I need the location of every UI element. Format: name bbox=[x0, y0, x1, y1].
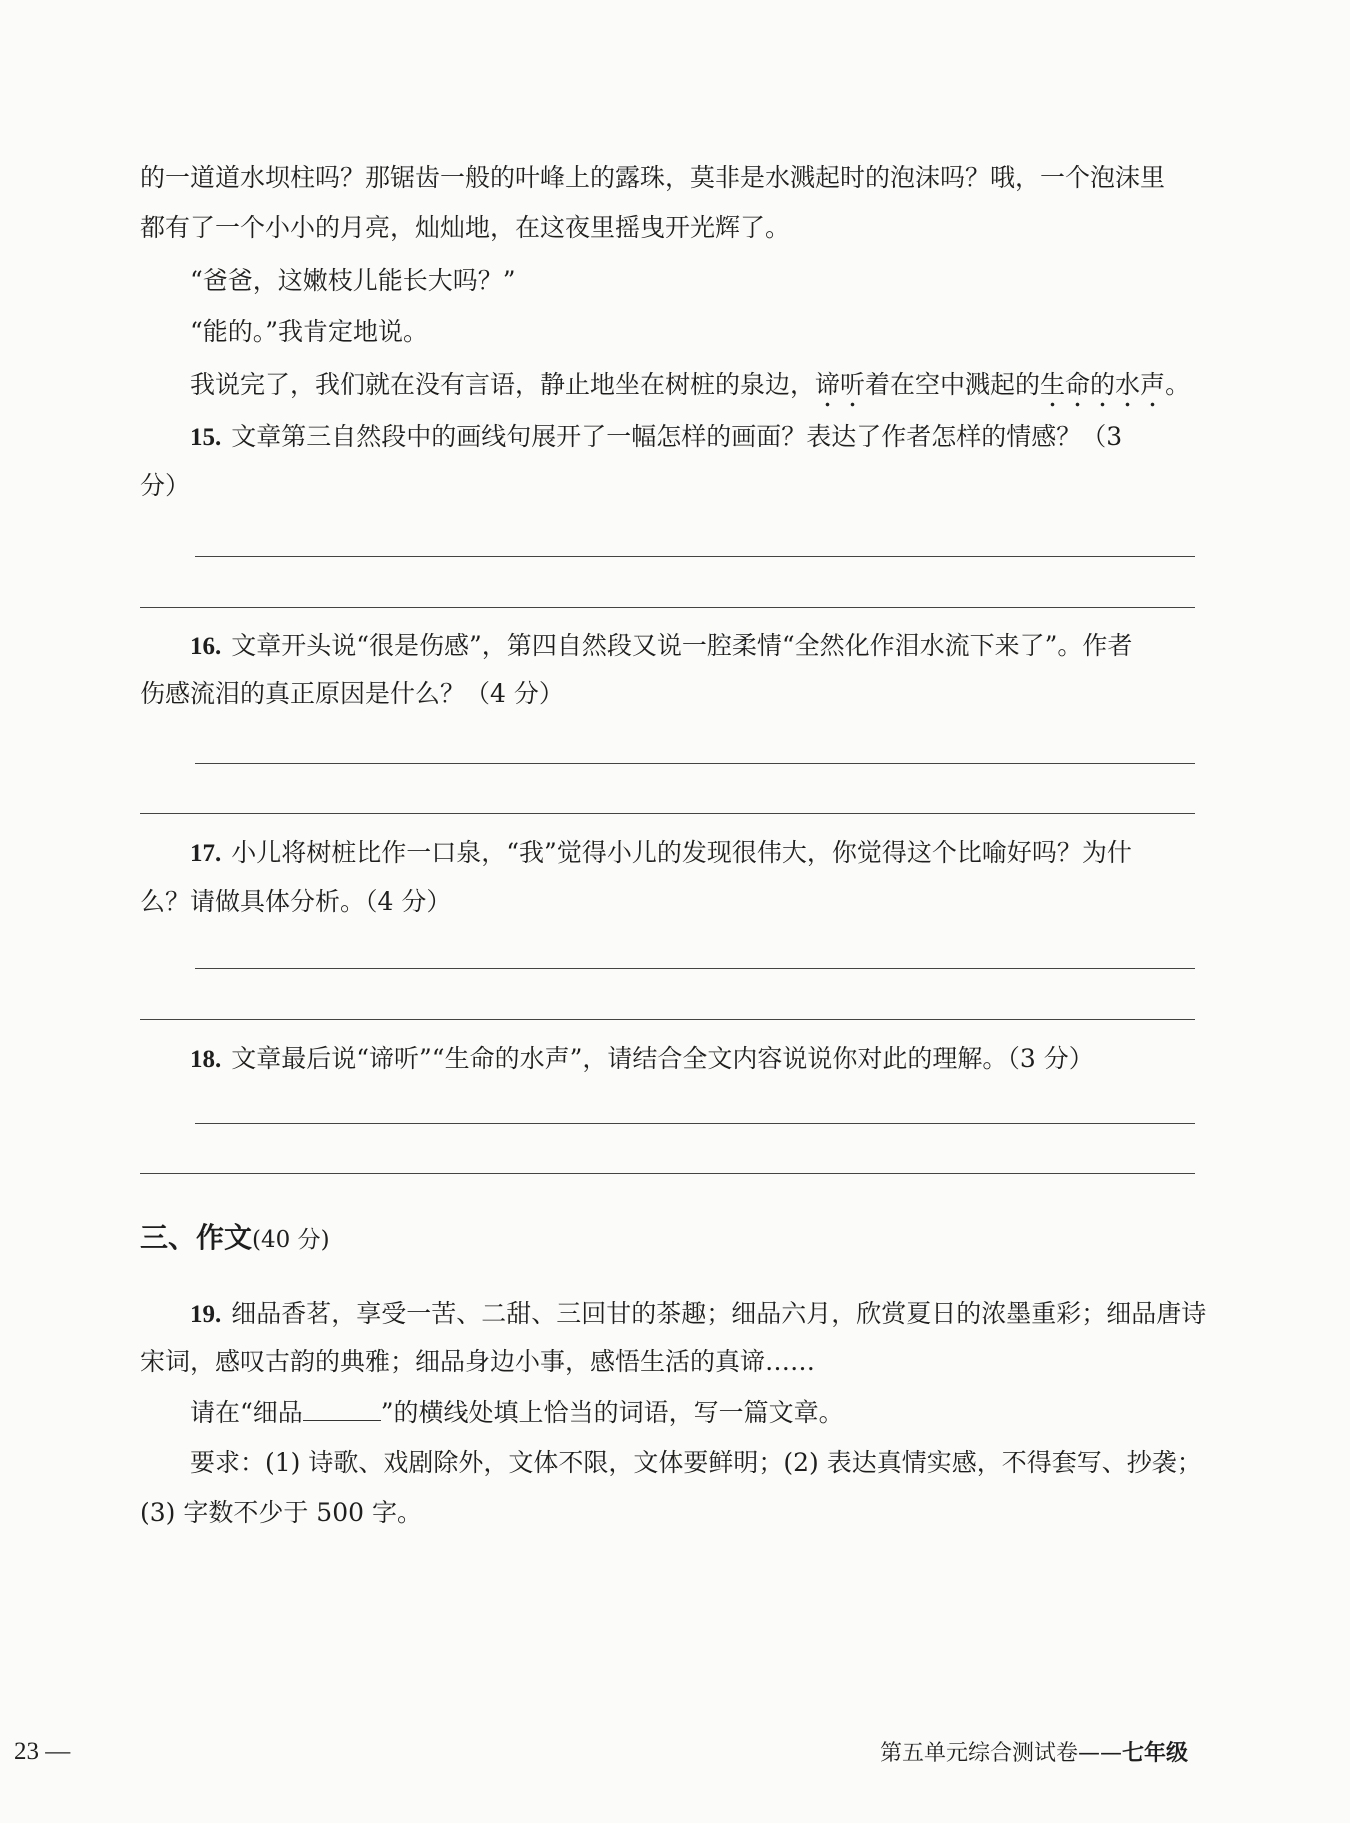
question-text: 伤感流泪的真正原因是什么？（4 分） bbox=[140, 679, 564, 708]
question-number: 16. bbox=[190, 633, 222, 660]
grade-label: 七年级 bbox=[1121, 1741, 1188, 1766]
prompt-text: ”的横线处填上恰当的词语，写一篇文章。 bbox=[380, 1398, 844, 1427]
passage-line-last bbox=[190, 367, 1195, 403]
answer-line[interactable] bbox=[140, 1019, 1195, 1020]
answer-line[interactable] bbox=[140, 1173, 1195, 1174]
page-number: 23 — bbox=[14, 1738, 71, 1765]
emphasis-dotted-text: 生命的水声 bbox=[1040, 370, 1166, 399]
answer-line[interactable] bbox=[140, 813, 1195, 814]
question-text: 文章最后说“谛听”“生命的水声”，请结合全文内容说说你对此的理解。（3 分） bbox=[231, 1044, 1094, 1073]
answer-line[interactable] bbox=[195, 968, 1195, 969]
passage-line: “爸爸，这嫩枝儿能长大吗？” bbox=[190, 266, 516, 295]
requirements-line: (3) 字数不少于 500 字。 bbox=[140, 1498, 422, 1527]
exam-title: 第五单元综合测试卷—— bbox=[879, 1741, 1122, 1766]
passage-line: “能的。”我肯定地说。 bbox=[190, 317, 429, 346]
answer-line[interactable] bbox=[195, 556, 1195, 557]
question-16 bbox=[190, 628, 1195, 665]
footer-title bbox=[880, 1736, 1188, 1767]
question-number: 15. bbox=[190, 424, 222, 451]
question-text: 宋词，感叹古韵的典雅；细品身边小事，感悟生活的真谛…… bbox=[140, 1347, 816, 1376]
passage-line: 都有了一个小小的月亮，灿灿地，在这夜里摇曳开光辉了。 bbox=[140, 213, 791, 242]
question-15 bbox=[190, 419, 1195, 456]
prompt-text: 请在“细品 bbox=[190, 1398, 303, 1427]
question-text: 细品香茗，享受一苦、二甜、三回甘的茶趣；细品六月，欣赏夏日的浓墨重彩；细品唐诗 bbox=[231, 1299, 1207, 1328]
question-text: 文章开头说“很是伤感”，第四自然段又说一腔柔情“全然化作泪水流下来了”。作者 bbox=[231, 631, 1133, 660]
fill-in-blank[interactable] bbox=[303, 1398, 381, 1421]
question-19 bbox=[190, 1296, 1207, 1333]
requirements-line: 要求：(1) 诗歌、戏剧除外，文体不限，文体要鲜明；(2) 表达真情实感，不得套写、抄袭； bbox=[190, 1448, 1202, 1477]
answer-line[interactable] bbox=[195, 1123, 1195, 1124]
section-title: 三、作文 bbox=[140, 1221, 253, 1254]
passage-text: 我说完了，我们就在没有言语，静止地坐在树桩的泉边， bbox=[190, 370, 816, 399]
passage-line: 的一道道水坝柱吗？那锯齿一般的叶峰上的露珠，莫非是水溅起时的泡沫吗？哦，一个泡沫里 bbox=[140, 163, 1166, 192]
emphasis-dotted-text: 谛听 bbox=[815, 370, 866, 399]
section-heading bbox=[140, 1218, 330, 1260]
answer-line[interactable] bbox=[195, 763, 1195, 764]
question-number: 19. bbox=[190, 1301, 222, 1328]
essay-prompt bbox=[190, 1395, 1195, 1431]
question-text: 分） bbox=[140, 471, 191, 500]
question-text: 文章第三自然段中的画线句展开了一幅怎样的画面？表达了作者怎样的情感？（3 bbox=[231, 422, 1123, 451]
passage-text: 着在空中溅起的 bbox=[865, 370, 1041, 399]
question-number: 17. bbox=[190, 840, 222, 867]
question-text: 小儿将树桩比作一口泉，“我”觉得小儿的发现很伟大，你觉得这个比喻好吗？为什 bbox=[231, 838, 1132, 867]
question-17 bbox=[190, 835, 1195, 872]
answer-line[interactable] bbox=[140, 607, 1195, 608]
question-number: 18. bbox=[190, 1046, 222, 1073]
passage-text: 。 bbox=[1165, 370, 1191, 399]
section-score: (40 分) bbox=[252, 1227, 330, 1253]
question-18 bbox=[190, 1041, 1195, 1078]
question-text: 么？请做具体分析。（4 分） bbox=[140, 887, 452, 916]
